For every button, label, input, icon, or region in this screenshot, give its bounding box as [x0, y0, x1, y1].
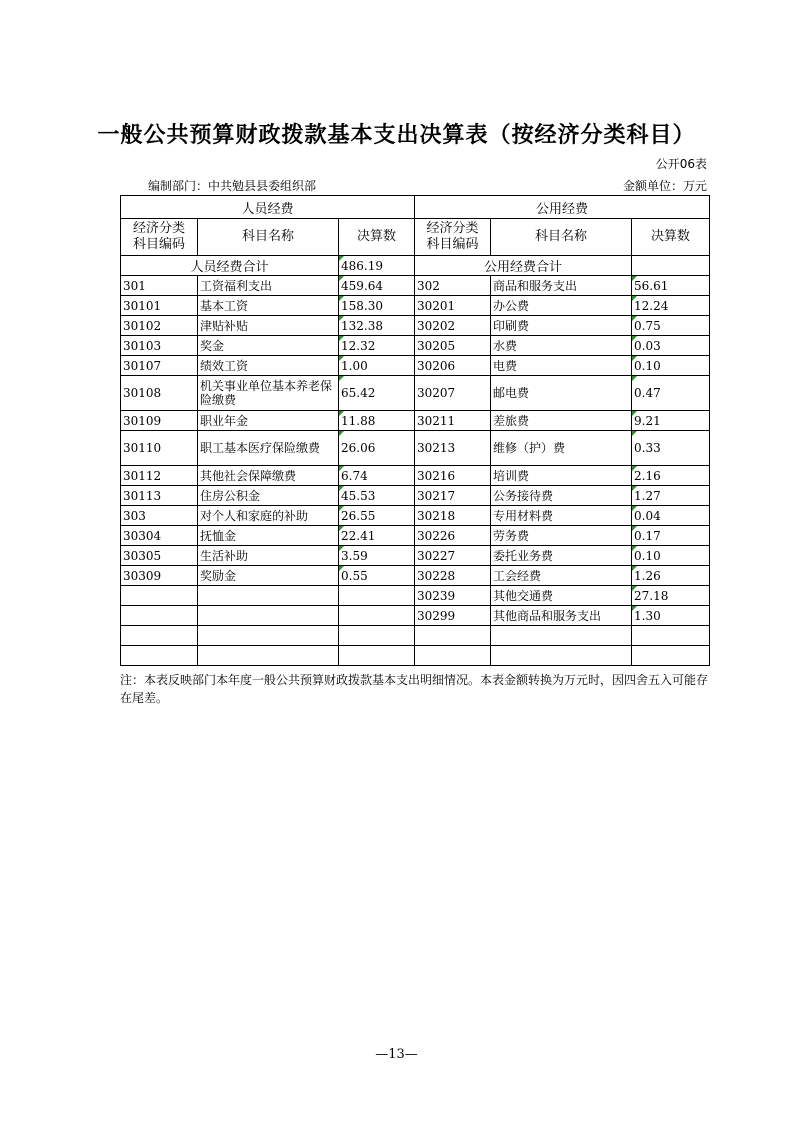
personnel-name-cell [198, 586, 339, 606]
personnel-group-header: 人员经费 [121, 196, 415, 219]
public-name-cell: 印刷费 [491, 316, 632, 336]
personnel-amount-cell [339, 626, 415, 646]
table-row [121, 276, 710, 296]
personnel-code-cell: 301 [121, 276, 198, 296]
personnel-name-cell: 对个人和家庭的补助 [198, 506, 339, 526]
table-row [121, 296, 710, 316]
personnel-name-cell: 绩效工资 [198, 356, 339, 376]
personnel-name-cell: 奖励金 [198, 566, 339, 586]
personnel-name-cell: 生活补助 [198, 546, 339, 566]
public-name-cell: 电费 [491, 356, 632, 376]
public-total-value [632, 256, 710, 276]
public-name-cell: 水费 [491, 336, 632, 356]
personnel-code-cell: 30108 [121, 376, 198, 411]
table-row [121, 626, 710, 646]
public-name-cell [491, 626, 632, 646]
public-code-cell: 30213 [415, 431, 491, 466]
public-code-cell: 302 [415, 276, 491, 296]
unit-label: 金额单位：万元 [622, 179, 707, 193]
personnel-amount-cell [339, 586, 415, 606]
public-name-cell: 培训费 [491, 466, 632, 486]
table-row [121, 431, 710, 466]
personnel-amount-cell: 3.59 [339, 546, 415, 566]
page-number: —13— [375, 1047, 418, 1062]
table-row [121, 646, 710, 666]
public-amount-cell: 0.03 [632, 336, 710, 356]
personnel-total-label: 人员经费合计 [121, 256, 339, 276]
public-code-cell: 30211 [415, 411, 491, 431]
public-code-cell: 30216 [415, 466, 491, 486]
public-amount-cell: 0.10 [632, 356, 710, 376]
personnel-amount-cell [339, 646, 415, 666]
personnel-amount-cell: 132.38 [339, 316, 415, 336]
personnel-code-cell: 30110 [121, 431, 198, 466]
personnel-code-cell: 30112 [121, 466, 198, 486]
public-amount-cell: 1.26 [632, 566, 710, 586]
public-amount-cell: 56.61 [632, 276, 710, 296]
public-amount-cell: 0.75 [632, 316, 710, 336]
personnel-name-cell: 住房公积金 [198, 486, 339, 506]
public-name-cell: 委托业务费 [491, 546, 632, 566]
personnel-name-cell: 职工基本医疗保险缴费 [198, 431, 339, 466]
public-amount-cell: 0.33 [632, 431, 710, 466]
table-row [121, 546, 710, 566]
personnel-name-cell: 工资福利支出 [198, 276, 339, 296]
personnel-name-cell: 奖金 [198, 336, 339, 356]
name-column-header: 科目名称 [491, 219, 632, 256]
table-row [121, 316, 710, 336]
code-column-header: 经济分类 科目编码 [415, 219, 491, 256]
public-name-cell: 其他商品和服务支出 [491, 606, 632, 626]
public-code-cell: 30201 [415, 296, 491, 316]
table-row [121, 376, 710, 411]
personnel-code-cell: 303 [121, 506, 198, 526]
personnel-name-cell [198, 606, 339, 626]
personnel-amount-cell: 26.06 [339, 431, 415, 466]
department-label: 编制部门：中共勉县县委组织部 [148, 179, 317, 193]
public-code-cell: 30206 [415, 356, 491, 376]
total-row [121, 256, 710, 276]
public-amount-cell: 0.47 [632, 376, 710, 411]
footnote: 注：本表反映部门本年度一般公共预算财政拨款基本支出明细情况。本表金额转换为万元时，因四舍五入可能存在尾差。 [120, 673, 709, 705]
public-amount-cell: 0.04 [632, 506, 710, 526]
personnel-code-cell [121, 586, 198, 606]
personnel-code-cell: 30113 [121, 486, 198, 506]
public-name-cell: 商品和服务支出 [491, 276, 632, 296]
expenditure-table [120, 195, 710, 666]
public-code-cell [415, 626, 491, 646]
personnel-amount-cell: 26.55 [339, 506, 415, 526]
code-column-header: 经济分类 科目编码 [121, 219, 198, 256]
personnel-name-cell: 机关事业单位基本养老保险缴费 [198, 376, 339, 411]
form-code: 公开06表 [655, 157, 707, 171]
personnel-amount-cell: 22.41 [339, 526, 415, 546]
personnel-code-cell: 30309 [121, 566, 198, 586]
public-name-cell: 维修（护）费 [491, 431, 632, 466]
public-code-cell: 30227 [415, 546, 491, 566]
page-title: 一般公共预算财政拨款基本支出决算表（按经济分类科目） [97, 123, 696, 148]
public-code-cell: 30217 [415, 486, 491, 506]
table-row [121, 356, 710, 376]
public-amount-cell: 27.18 [632, 586, 710, 606]
table-row [121, 506, 710, 526]
table-row [121, 586, 710, 606]
public-amount-cell: 12.24 [632, 296, 710, 316]
public-code-cell [415, 646, 491, 666]
personnel-amount-cell: 45.53 [339, 486, 415, 506]
personnel-name-cell [198, 646, 339, 666]
public-name-cell: 差旅费 [491, 411, 632, 431]
public-code-cell: 30218 [415, 506, 491, 526]
public-code-cell: 30228 [415, 566, 491, 586]
name-column-header: 科目名称 [198, 219, 339, 256]
personnel-code-cell: 30305 [121, 546, 198, 566]
personnel-amount-cell: 11.88 [339, 411, 415, 431]
personnel-amount-cell: 0.55 [339, 566, 415, 586]
public-amount-cell: 2.16 [632, 466, 710, 486]
table-row [121, 526, 710, 546]
personnel-name-cell: 职业年金 [198, 411, 339, 431]
personnel-amount-cell: 12.32 [339, 336, 415, 356]
public-name-cell: 劳务费 [491, 526, 632, 546]
public-group-header: 公用经费 [415, 196, 710, 219]
public-code-cell: 30205 [415, 336, 491, 356]
personnel-code-cell: 30101 [121, 296, 198, 316]
table-row [121, 486, 710, 506]
personnel-name-cell: 基本工资 [198, 296, 339, 316]
public-name-cell: 邮电费 [491, 376, 632, 411]
personnel-code-cell [121, 626, 198, 646]
public-amount-cell [632, 626, 710, 646]
public-name-cell: 专用材料费 [491, 506, 632, 526]
public-code-cell: 30202 [415, 316, 491, 336]
public-amount-cell: 1.30 [632, 606, 710, 626]
personnel-code-cell [121, 606, 198, 626]
table-row [121, 336, 710, 356]
public-code-cell: 30226 [415, 526, 491, 546]
personnel-code-cell: 30304 [121, 526, 198, 546]
personnel-amount-cell: 158.30 [339, 296, 415, 316]
public-name-cell: 其他交通费 [491, 586, 632, 606]
personnel-name-cell: 津贴补贴 [198, 316, 339, 336]
personnel-total-value: 486.19 [339, 256, 415, 276]
personnel-code-cell: 30107 [121, 356, 198, 376]
personnel-amount-cell: 459.64 [339, 276, 415, 296]
table-row [121, 411, 710, 431]
table-row [121, 466, 710, 486]
personnel-amount-cell [339, 606, 415, 626]
table-row [121, 566, 710, 586]
personnel-amount-cell: 1.00 [339, 356, 415, 376]
personnel-name-cell: 抚恤金 [198, 526, 339, 546]
public-name-cell: 工会经费 [491, 566, 632, 586]
public-name-cell [491, 646, 632, 666]
personnel-name-cell [198, 626, 339, 646]
personnel-code-cell: 30109 [121, 411, 198, 431]
public-name-cell: 公务接待费 [491, 486, 632, 506]
personnel-amount-cell: 65.42 [339, 376, 415, 411]
public-amount-cell [632, 646, 710, 666]
public-code-cell: 30239 [415, 586, 491, 606]
public-total-label: 公用经费合计 [415, 256, 632, 276]
personnel-code-cell: 30103 [121, 336, 198, 356]
personnel-amount-cell: 6.74 [339, 466, 415, 486]
amount-column-header: 决算数 [339, 219, 415, 256]
personnel-code-cell [121, 646, 198, 666]
personnel-code-cell: 30102 [121, 316, 198, 336]
personnel-name-cell: 其他社会保障缴费 [198, 466, 339, 486]
public-amount-cell: 0.10 [632, 546, 710, 566]
public-name-cell: 办公费 [491, 296, 632, 316]
public-amount-cell: 0.17 [632, 526, 710, 546]
public-code-cell: 30207 [415, 376, 491, 411]
public-code-cell: 30299 [415, 606, 491, 626]
amount-column-header: 决算数 [632, 219, 710, 256]
table-row [121, 606, 710, 626]
public-amount-cell: 1.27 [632, 486, 710, 506]
public-amount-cell: 9.21 [632, 411, 710, 431]
